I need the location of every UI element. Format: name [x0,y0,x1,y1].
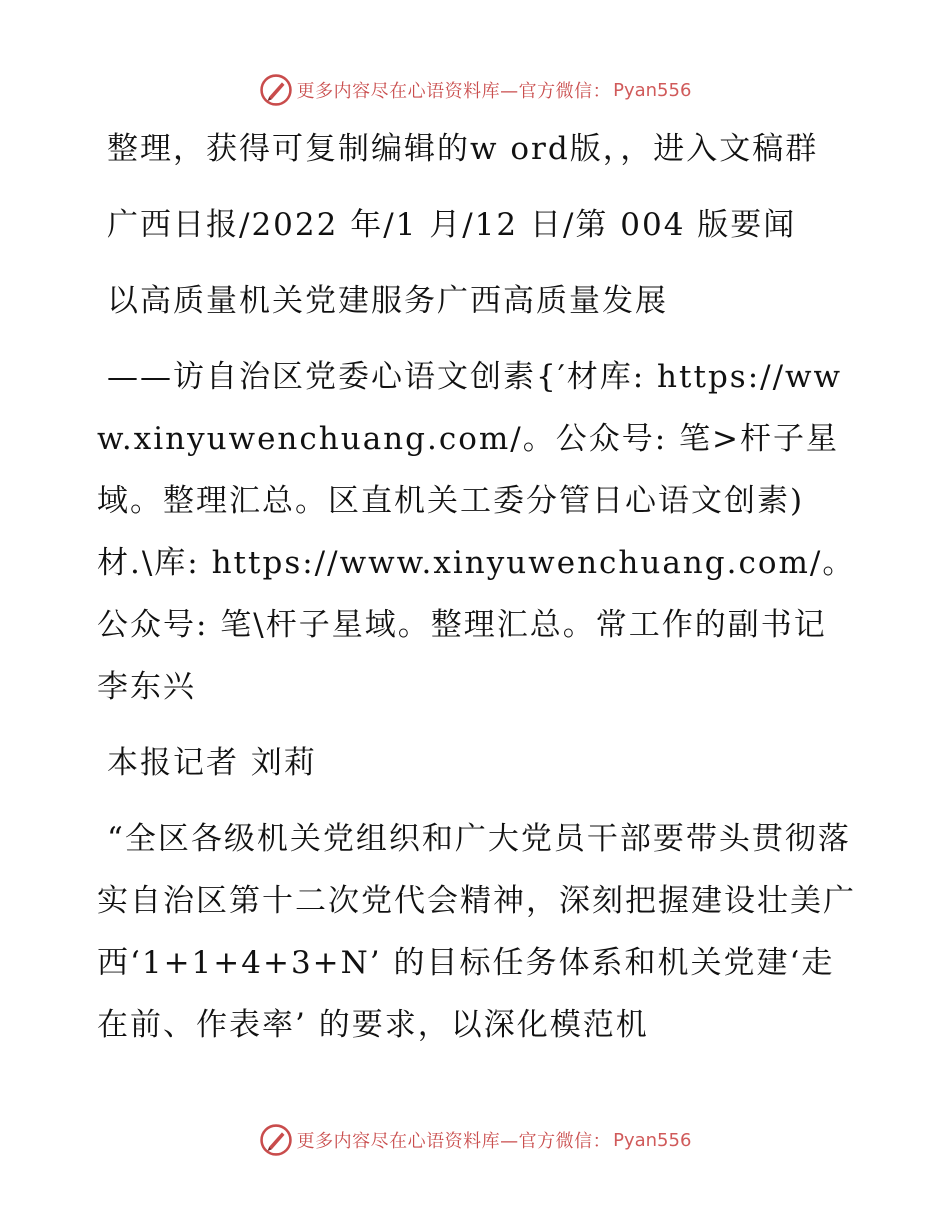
headline: 以高质量机关党建服务广西高质量发展 [107,283,668,319]
footer-banner [0,1120,950,1160]
banner-text: 更多内容尽在心语资料库—官方微信： [296,1131,612,1152]
header-banner [0,70,950,110]
body-paragraph: “全区各级机关党组织和广大党员干部要带头贯彻落实自治区第十二次党代会精神，深刻把握建设壮美广西‘1+1+4+3+N’ 的目标任务体系和机关党建‘走在前、作表率’ 的要求，以深化模范机 [97,821,856,1043]
intro-paragraph: 整理，获得可复制编辑的w ord版，，进入文稿群 [107,131,819,167]
byline: 本报记者 刘莉 [107,745,317,781]
banner-text: 更多内容尽在心语资料库—官方微信： [296,81,612,102]
source-line: 广西日报/2022 年/1 月/12 日/第 004 版要闻 [107,207,797,243]
subheadline: ——访自治区党委心语文创素{′材库: https://www.xinyuwenchuang.com/。公众号: 笔>杆子星域。整理汇总。区直机关工委分管日心语文创素)材.\库: https://www.xinyuwenchuang.com/。公众号: 笔\杆子星域。整理汇总。常工作的副书记李东兴 [97,359,856,705]
pen-logo-icon [259,1123,293,1157]
pen-logo-icon [259,73,293,107]
banner-contact: Pyan556 [613,1129,692,1151]
document-body [97,118,857,1070]
banner-contact: Pyan556 [613,79,692,101]
